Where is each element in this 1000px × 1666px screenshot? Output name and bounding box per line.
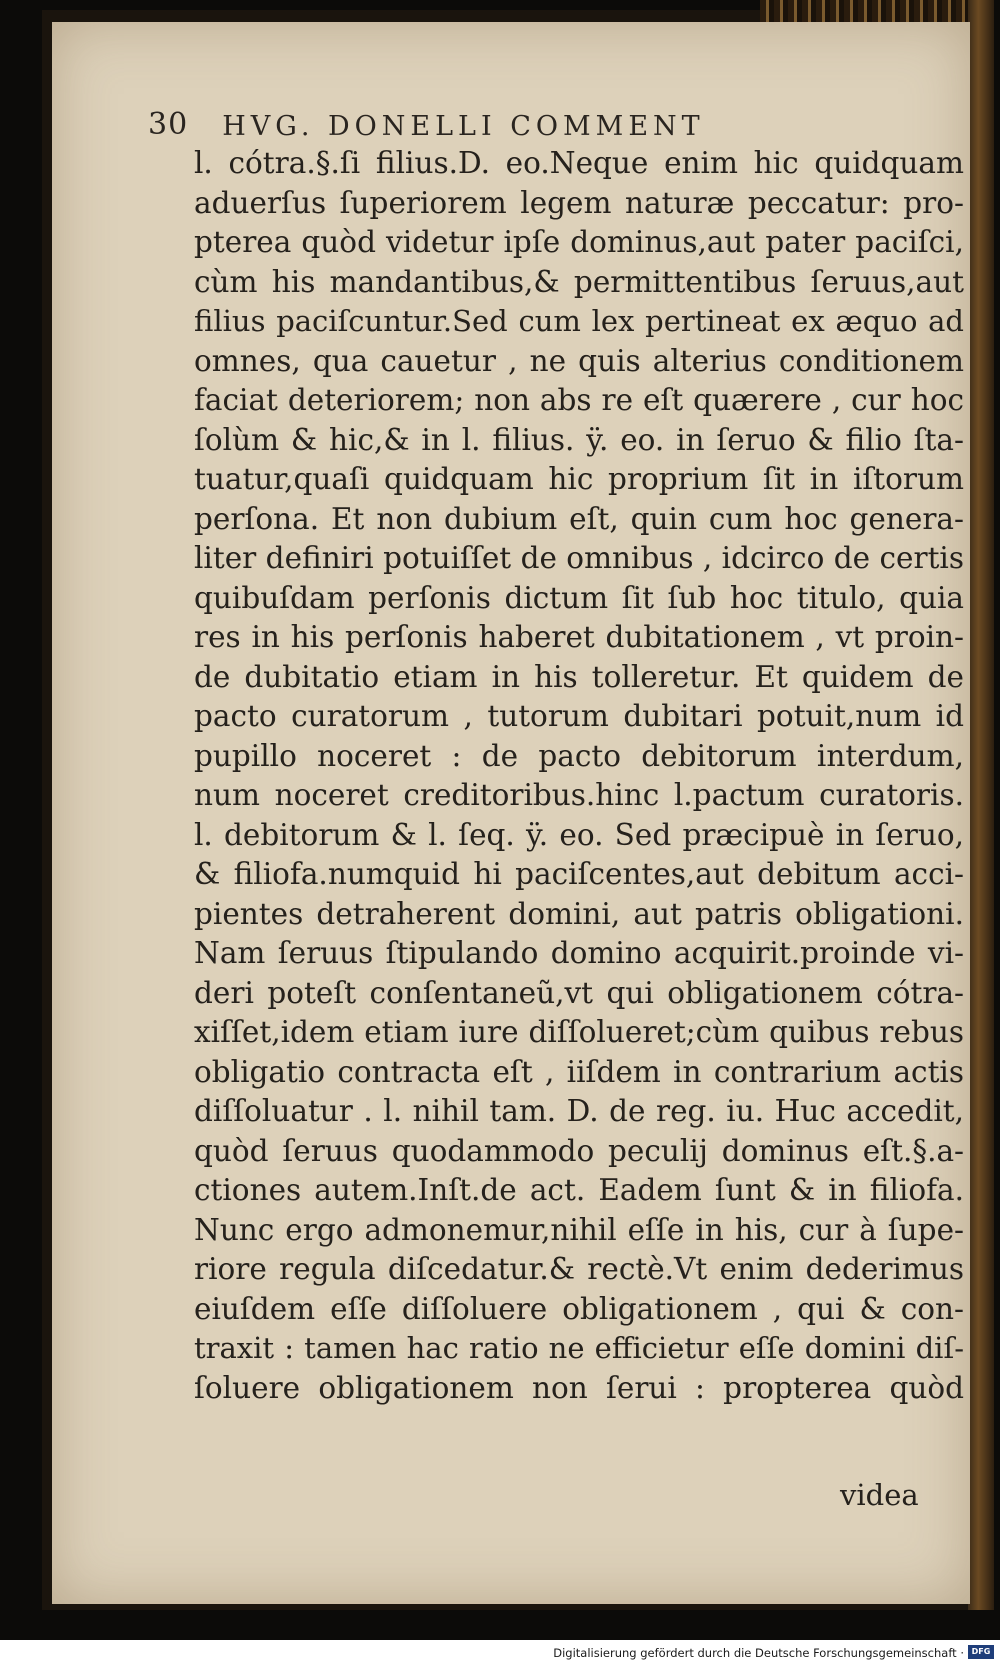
text-line: omnes, qua cauetur , ne quis alterius conditionem [194, 343, 964, 378]
text-line: ſoluere obligationem non ſerui : propterea quòd [194, 1370, 964, 1405]
book-fore-edge [968, 0, 994, 1610]
text-line: pterea quòd videtur ipſe dominus,aut pater paciſci, [194, 225, 964, 259]
text-line: Nam ſeruus ſtipulando domino acquirit.proinde vi- [194, 936, 964, 970]
text-line: de dubitatio etiam in his tolleretur. Et quidem de [194, 659, 964, 694]
text-line: ctiones autem.Inſt.de act. Eadem ſunt & in filiofa. [194, 1173, 964, 1207]
text-line: xiſſet,idem etiam iure diſſolueret;cùm quibus rebus [194, 1015, 964, 1049]
text-line: res in his perſonis haberet dubitationem , vt proin- [194, 620, 964, 654]
text-line: obligatio contracta eſt , iiſdem in contrarium actis [194, 1054, 964, 1089]
text-line: traxit : tamen hac ratio ne efficietur eſſe domini diſ- [194, 1331, 964, 1365]
body-text [194, 144, 964, 1408]
text-line: riore regula diſcedatur.& rectè.Vt enim dederimus [194, 1252, 964, 1286]
text-line: pupillo noceret : de pacto debitorum interdum, [194, 738, 964, 773]
text-line: tuatur,quaſi quidquam hic proprium ſit in iſtorum [194, 462, 964, 496]
footer-credit: Digitalisierung gefördert durch die Deutsche Forschungsgemeinschaft · [553, 1646, 964, 1660]
text-line: eiuſdem eſſe diſſoluere obligationem , qui & con- [194, 1291, 964, 1326]
text-line: pientes detraherent domini, aut patris obligationi. [194, 896, 964, 931]
text-line: quòd ſeruus quodammodo peculij dominus eſt.§.a- [194, 1133, 964, 1168]
text-line: & filiofa.numquid hi paciſcentes,aut debitum acci- [194, 857, 964, 891]
text-line: l. debitorum & l. ſeq. ÿ. eo. Sed præcipuè in ſeruo, [194, 817, 964, 852]
dfg-logo: DFG [968, 1645, 994, 1659]
text-line: deri poteſt conſentaneũ,vt qui obligationem cótra- [194, 975, 964, 1010]
text-line: ſolùm & hic,& in l. filius. ÿ. eo. in ſeruo & filio ſta- [194, 422, 964, 457]
page-top-edge [760, 0, 990, 24]
text-line: Nunc ergo admonemur,nihil eſſe in his, cur à ſupe- [194, 1212, 964, 1247]
text-line: aduerſus ſuperiorem legem naturæ peccatur: pro- [194, 185, 964, 220]
text-line: diſſoluatur . l. nihil tam. D. de reg. iu. Huc accedit, [194, 1094, 964, 1128]
text-line: pacto curatorum , tutorum dubitari potuit,num id [194, 699, 964, 733]
running-head [148, 100, 868, 142]
text-line: cùm his mandantibus,& permittentibus ſeruus,aut [194, 264, 964, 299]
text-line: perſona. Et non dubium eſt, quin cum hoc genera- [194, 501, 964, 536]
text-line: num noceret creditoribus.hinc l.pactum curatoris. [194, 778, 964, 812]
text-line: l. cótra.§.ſi filius.D. eo.Neque enim hic quidquam [194, 146, 964, 180]
page-number: 30 [148, 107, 189, 142]
text-line: liter definiri potuiſſet de omnibus , idcirco de certis [194, 541, 964, 575]
text-line: filius paciſcuntur.Sed cum lex pertineat ex æquo ad [194, 304, 964, 338]
text-line: quibuſdam perſonis dictum ſit ſub hoc titulo, quia [194, 580, 964, 615]
running-head-title: HVG. DONELLI COMMENT [222, 111, 705, 142]
text-line: faciat deteriorem; non abs re eſt quærere , cur hoc [194, 383, 964, 417]
catchword: videa [840, 1478, 919, 1512]
